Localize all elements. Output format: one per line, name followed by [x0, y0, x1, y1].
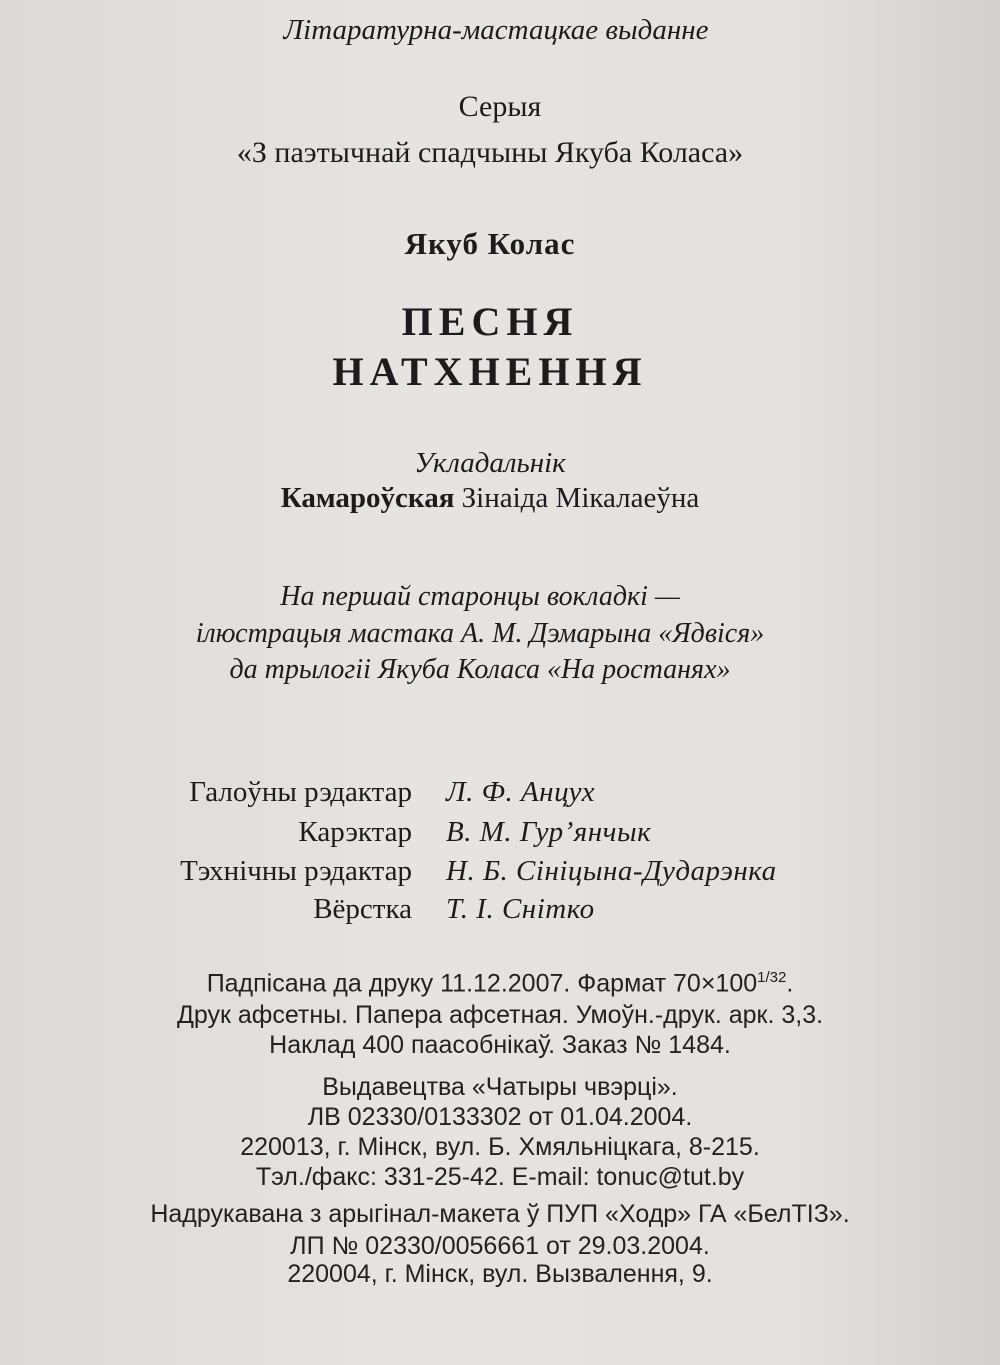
genre-label: Літаратурна-мастацкае выданне: [283, 14, 709, 46]
cover-note-line-3: да трылогіі Якуба Коласа «На ростанях»: [229, 654, 731, 685]
staff-name: Л. Ф. Анцух: [446, 776, 596, 808]
compiler-given-names: Зінаіда Мікалаеўна: [461, 482, 700, 514]
staff-name: Т. І. Снітко: [446, 893, 595, 925]
staff-name: Н. Б. Сініцына-Дударэнка: [446, 855, 777, 887]
print-info-line-2: Друк афсетны. Папера афсетная. Умоўн.-друк. арк. 3,3.: [176, 1001, 824, 1029]
book-title-line-1: ПЕСНЯ: [401, 299, 579, 344]
series-title: «З паэтычнай спадчыны Якуба Коласа»: [236, 136, 744, 169]
print-info-period: .: [786, 969, 794, 998]
series-label: Серыя: [458, 90, 542, 123]
author-name: Якуб Колас: [404, 226, 576, 261]
staff-role: Галоўны рэдактар: [189, 776, 412, 808]
publisher-address: 220013, г. Мінск, вул. Б. Хмяльніцкага, 8-215.: [240, 1133, 760, 1161]
publisher-contacts: Тэл./факс: 331-25-42. E-mail: tonuc@tut.by: [255, 1163, 745, 1191]
cover-note-line-2: ілюстрацыя мастака А. М. Дэмарына «Ядвіся»: [195, 618, 765, 649]
compiler-surname: Камароўская: [280, 482, 455, 514]
compiler-name: [0, 482, 990, 515]
print-info-format: Падпісана да друку 11.12.2007. Фармат 70×100: [206, 969, 758, 998]
staff-role: Тэхнічны рэдактар: [180, 855, 412, 887]
printer-line-1: Надрукавана з арыгінал-макета ў ПУП «Ходр» ГА «БелТІЗ».: [150, 1200, 850, 1228]
printer-address: 220004, г. Мінск, вул. Вызвалення, 9.: [287, 1260, 713, 1288]
format-fraction: 1/32: [757, 969, 787, 986]
publisher-line-2: ЛВ 02330/0133302 от 01.04.2004.: [307, 1103, 693, 1131]
print-info-line-1: [0, 969, 1000, 998]
publisher-line-1: Выдавецтва «Чатыры чвэрці».: [322, 1073, 678, 1101]
printer-line-2: ЛП № 02330/0056661 от 29.03.2004.: [290, 1232, 710, 1260]
book-title-line-2: НАТХНЕННЯ: [332, 349, 648, 394]
staff-role: Карэктар: [298, 816, 412, 848]
cover-note-line-1: На першай старонцы вокладкі —: [280, 581, 680, 612]
staff-name: В. М. Гур’янчык: [446, 816, 652, 848]
print-info-line-3: Наклад 400 паасобнікаў. Заказ № 1484.: [269, 1031, 731, 1059]
compiler-label: Укладальнік: [414, 447, 566, 479]
staff-role: Вёрстка: [313, 893, 412, 925]
